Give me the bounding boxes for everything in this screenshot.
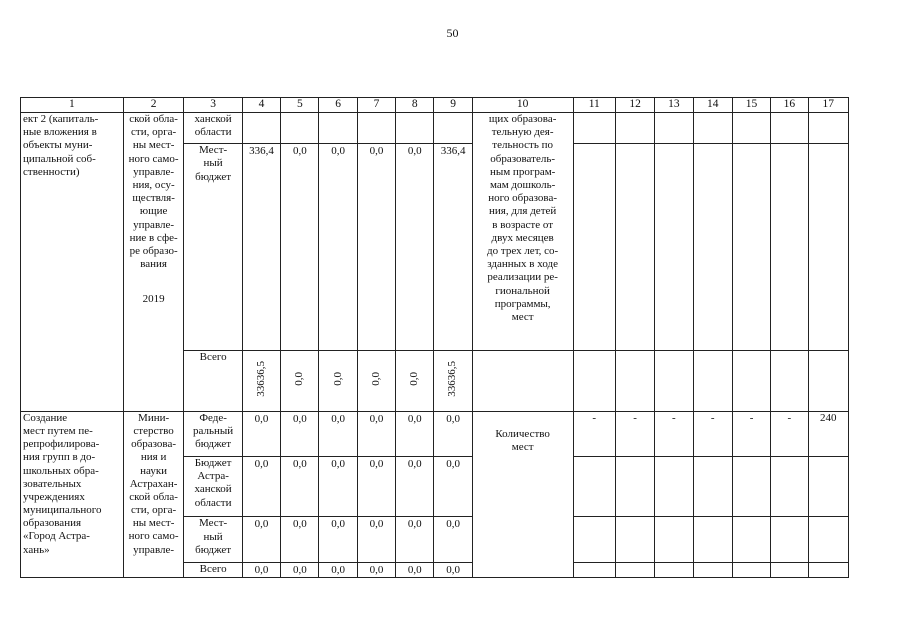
funding-source-cell: Феде- ральный бюджет <box>184 411 242 456</box>
value-cell: 336,4 <box>434 144 472 351</box>
indicator-cell <box>573 517 615 562</box>
table-row <box>21 411 849 456</box>
indicator-cell <box>573 562 615 577</box>
header-cell: 2 <box>123 98 184 113</box>
indicator-cell <box>573 144 615 351</box>
header-row <box>21 98 849 113</box>
indicator-cell <box>693 144 732 351</box>
funding-source-cell: Всего <box>184 562 242 577</box>
indicator-cell <box>615 457 654 517</box>
funding-source-cell: Мест- ный бюджет <box>184 517 242 562</box>
indicator-cell <box>615 144 654 351</box>
header-cell: 11 <box>573 98 615 113</box>
indicator-cell <box>808 517 849 562</box>
indicator-cell: - <box>655 411 693 456</box>
header-cell: 13 <box>655 98 693 113</box>
funding-source-cell: Мест- ный бюджет <box>184 144 242 351</box>
vertical-value: 33636,5 <box>446 361 459 397</box>
indicator-name-cell: щих образова- тельную дея- тельность по образователь- ным програм- мам дошколь- ного образова- ния, для детей в возрасте от двух месяцев до трех лет, со- зданных в ходе реализации ре- гиональной программы, мест <box>472 113 573 351</box>
indicator-cell <box>771 144 808 351</box>
indicator-cell <box>808 562 849 577</box>
funding-source-cell: Бюджет Астра- ханской области <box>184 457 242 517</box>
indicator-cell <box>693 562 732 577</box>
header-cell: 4 <box>242 98 280 113</box>
value-cell: 336,4 <box>242 144 280 351</box>
indicator-cell: - <box>615 411 654 456</box>
indicator-cell <box>655 457 693 517</box>
executor-text: ской обла- сти, орга- ны мест- ного само- управле- ния, осу- ществля- ющие управле- ние в сфе- ре образо- вания <box>128 113 179 271</box>
executor-cell: Мини- стерство образова- ния и науки Астрахан- ской обла- сти, орга- ны мест- ного само- управле- <box>123 411 184 577</box>
indicator-cell <box>693 517 732 562</box>
value-cell: 0,0 <box>319 457 357 517</box>
year-text: 2019 <box>142 293 165 306</box>
indicator-cell: - <box>573 411 615 456</box>
value-cell: 0,0 <box>434 562 472 577</box>
indicator-cell <box>615 517 654 562</box>
budget-table <box>20 97 849 578</box>
indicator-cell <box>732 351 770 411</box>
value-cell: 0,0 <box>281 411 319 456</box>
value-cell <box>396 113 434 144</box>
indicator-cell <box>732 517 770 562</box>
funding-source-cell: Всего <box>184 351 242 411</box>
indicator-cell <box>732 457 770 517</box>
indicator-cell <box>693 457 732 517</box>
value-cell: 0,0 <box>396 517 434 562</box>
indicator-cell <box>771 517 808 562</box>
vertical-value: 0,0 <box>408 372 421 386</box>
value-cell: 0,0 <box>319 562 357 577</box>
value-cell <box>357 351 395 411</box>
value-cell: 0,0 <box>281 144 319 351</box>
indicator-cell <box>655 517 693 562</box>
value-cell <box>357 113 395 144</box>
header-cell: 15 <box>732 98 770 113</box>
value-cell: 0,0 <box>319 411 357 456</box>
funding-source-cell: ханской области <box>184 113 242 144</box>
vertical-value: 0,0 <box>369 372 382 386</box>
vertical-value: 33636,5 <box>254 361 267 397</box>
value-cell: 0,0 <box>396 411 434 456</box>
indicator-cell <box>573 113 615 144</box>
indicator-cell <box>808 113 849 144</box>
indicator-cell <box>615 113 654 144</box>
value-cell: 0,0 <box>396 562 434 577</box>
indicator-cell <box>615 351 654 411</box>
indicator-cell <box>655 144 693 351</box>
value-cell <box>242 351 280 411</box>
indicator-cell <box>771 113 808 144</box>
indicator-cell <box>655 562 693 577</box>
header-cell: 14 <box>693 98 732 113</box>
value-cell: 0,0 <box>357 457 395 517</box>
indicator-cell <box>771 457 808 517</box>
value-cell <box>434 113 472 144</box>
vertical-value: 0,0 <box>331 372 344 386</box>
value-cell: 0,0 <box>357 562 395 577</box>
value-cell: 0,0 <box>319 517 357 562</box>
indicator-cell: - <box>693 411 732 456</box>
indicator-name-cell <box>472 351 573 411</box>
value-cell: 0,0 <box>396 144 434 351</box>
indicator-cell <box>732 113 770 144</box>
value-cell: 0,0 <box>281 457 319 517</box>
value-cell: 0,0 <box>242 562 280 577</box>
header-cell: 3 <box>184 98 242 113</box>
header-cell: 9 <box>434 98 472 113</box>
header-cell: 16 <box>771 98 808 113</box>
header-cell: 8 <box>396 98 434 113</box>
value-cell: 0,0 <box>357 411 395 456</box>
value-cell <box>242 113 280 144</box>
value-cell: 0,0 <box>396 457 434 517</box>
executor-cell <box>123 113 184 412</box>
indicator-cell <box>573 351 615 411</box>
indicator-cell <box>808 351 849 411</box>
value-cell <box>434 351 472 411</box>
header-cell: 10 <box>472 98 573 113</box>
indicator-cell <box>615 562 654 577</box>
header-cell: 1 <box>21 98 124 113</box>
value-cell: 0,0 <box>434 457 472 517</box>
value-cell: 0,0 <box>281 517 319 562</box>
header-cell: 17 <box>808 98 849 113</box>
value-cell: 0,0 <box>434 517 472 562</box>
header-cell: 6 <box>319 98 357 113</box>
indicator-name-cell: Количество мест <box>472 411 573 577</box>
indicator-cell: 240 <box>808 411 849 456</box>
indicator-cell <box>693 113 732 144</box>
value-cell: 0,0 <box>319 144 357 351</box>
value-cell <box>319 113 357 144</box>
header-cell: 12 <box>615 98 654 113</box>
header-cell: 7 <box>357 98 395 113</box>
value-cell <box>319 351 357 411</box>
value-cell <box>281 351 319 411</box>
indicator-cell <box>573 457 615 517</box>
indicator-cell <box>808 144 849 351</box>
value-cell: 0,0 <box>242 411 280 456</box>
indicator-cell: - <box>771 411 808 456</box>
table-row <box>21 113 849 144</box>
indicator-cell <box>732 562 770 577</box>
vertical-value: 0,0 <box>293 372 306 386</box>
value-cell <box>396 351 434 411</box>
value-cell: 0,0 <box>434 411 472 456</box>
value-cell: 0,0 <box>242 517 280 562</box>
activity-name-cell: Создание мест путем пе- репрофилирова- ния групп в до- школьных обра- зовательных учреждениях муниципального образования «Город Астра- хань» <box>21 411 124 577</box>
value-cell <box>281 113 319 144</box>
value-cell: 0,0 <box>357 517 395 562</box>
indicator-cell <box>732 144 770 351</box>
indicator-cell: - <box>732 411 770 456</box>
indicator-cell <box>693 351 732 411</box>
indicator-cell <box>771 562 808 577</box>
page-number: 50 <box>446 26 459 40</box>
header-cell: 5 <box>281 98 319 113</box>
value-cell: 0,0 <box>281 562 319 577</box>
indicator-cell <box>655 351 693 411</box>
value-cell: 0,0 <box>357 144 395 351</box>
value-cell: 0,0 <box>242 457 280 517</box>
indicator-cell <box>771 351 808 411</box>
activity-name-cell: ект 2 (капиталь- ные вложения в объекты муни- ципальной соб- ственности) <box>21 113 124 412</box>
indicator-cell <box>655 113 693 144</box>
indicator-cell <box>808 457 849 517</box>
